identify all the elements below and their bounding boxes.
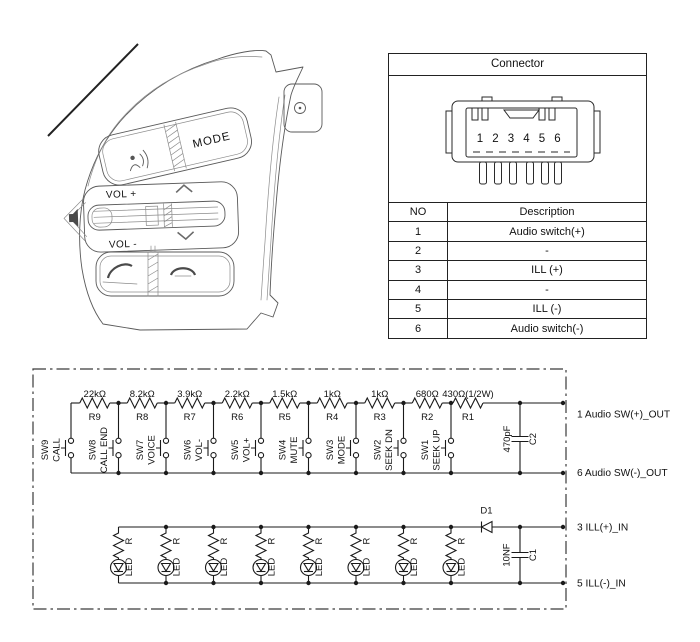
pin-description: - bbox=[448, 241, 647, 260]
steering-wheel-illustration bbox=[30, 28, 370, 353]
top-divider-hatch bbox=[164, 122, 186, 170]
led-resistor-label: R bbox=[266, 537, 278, 545]
junction-dot bbox=[561, 525, 565, 529]
top-button-cluster bbox=[95, 105, 255, 189]
pin-number-5: 5 bbox=[538, 133, 546, 145]
junction-dot bbox=[449, 581, 453, 585]
junction-dot bbox=[401, 525, 405, 529]
junction-dot bbox=[164, 525, 168, 529]
seek-down-arrow-icon bbox=[178, 232, 194, 240]
resistor-R6 bbox=[214, 389, 262, 423]
led-label: LED bbox=[409, 557, 420, 577]
junction-dot bbox=[449, 525, 453, 529]
top-cluster-outline bbox=[95, 105, 255, 189]
led-branch-5 bbox=[301, 527, 326, 583]
port-label-ill-minus-in: 5 ILL(-)_IN bbox=[577, 578, 626, 590]
bottom-divider-hatch bbox=[148, 246, 158, 296]
capacitor-designator: C1 bbox=[528, 548, 539, 562]
port-label-ill-plus-in: 3 ILL(+)_IN bbox=[577, 522, 629, 534]
pin-row bbox=[389, 299, 646, 318]
pin-no: 2 bbox=[389, 241, 448, 260]
port-label-audio-sw-minus-out: 6 Audio SW(-)_OUT bbox=[577, 468, 668, 479]
port-label-audio-sw-plus-out: 1 Audio SW(+)_OUT bbox=[577, 409, 671, 421]
switch-designator: SW9 bbox=[40, 439, 51, 461]
junction-dot bbox=[164, 581, 168, 585]
junction-dot bbox=[354, 525, 358, 529]
resistor-designator: R8 bbox=[136, 412, 149, 423]
resistor-designator: R6 bbox=[231, 412, 244, 423]
pin-description: Audio switch(+) bbox=[448, 222, 647, 241]
resistor-R7 bbox=[166, 389, 214, 423]
resistor-designator: R4 bbox=[326, 412, 339, 423]
resistor-designator: R2 bbox=[421, 412, 434, 423]
pin-row bbox=[389, 222, 646, 241]
led-branch-3 bbox=[206, 527, 231, 583]
pin-no: 5 bbox=[389, 299, 448, 318]
pin-number-2: 2 bbox=[492, 133, 499, 145]
led-resistor-label: R bbox=[409, 537, 420, 545]
junction-dot bbox=[401, 471, 405, 475]
resistor-designator: R3 bbox=[373, 412, 386, 423]
call-underline bbox=[103, 282, 137, 284]
connector-left-ear bbox=[446, 111, 452, 153]
led-resistor-label: R bbox=[219, 537, 230, 545]
pin-no: 4 bbox=[389, 280, 448, 299]
resistor-value: 1kΩ bbox=[371, 389, 389, 400]
junction-dot bbox=[401, 401, 405, 405]
screw-hole-center bbox=[299, 107, 302, 110]
table-header-row bbox=[389, 203, 646, 222]
led-resistor-label: R bbox=[361, 537, 373, 545]
switch-function: CALL END bbox=[99, 426, 110, 474]
switch-function: CALL bbox=[51, 438, 63, 462]
junction-dot bbox=[354, 581, 358, 585]
switch-designator: SW3 bbox=[325, 439, 336, 461]
capacitor-C2 bbox=[502, 403, 539, 473]
capacitor-designator: C2 bbox=[528, 432, 539, 446]
junction-dot bbox=[211, 401, 215, 405]
seek-up-arrow-icon bbox=[176, 185, 192, 193]
junction-dot bbox=[518, 525, 522, 529]
resistor-value: 1.5kΩ bbox=[272, 389, 298, 400]
bezel-inner-line bbox=[88, 56, 262, 186]
led-label: LED bbox=[266, 557, 278, 577]
resistor-designator: R1 bbox=[461, 412, 475, 423]
switch-function: VOL- bbox=[194, 438, 205, 462]
pin-row bbox=[389, 261, 646, 280]
resistor-value: 1kΩ bbox=[323, 389, 341, 400]
pin-number-1: 1 bbox=[476, 133, 484, 145]
switch-function: MUTE bbox=[289, 436, 300, 464]
led-branch-6 bbox=[348, 527, 373, 583]
junction-dot bbox=[306, 581, 310, 585]
junction-dot bbox=[401, 581, 405, 585]
junction-dot bbox=[354, 471, 358, 475]
resistor-value: 8.2kΩ bbox=[129, 389, 155, 400]
switch-function: VOL+ bbox=[241, 437, 253, 463]
resistor-value: 680Ω bbox=[415, 389, 439, 400]
junction-dot bbox=[116, 471, 120, 475]
junction-dot bbox=[518, 471, 522, 475]
junction-dot bbox=[211, 471, 215, 475]
junction-dot bbox=[164, 401, 168, 405]
resistor-R1 bbox=[442, 389, 493, 423]
connector-panel-title: Connector bbox=[389, 54, 646, 76]
call-icon bbox=[108, 264, 132, 278]
pin-no: 3 bbox=[389, 261, 448, 280]
resistor-R5 bbox=[261, 389, 309, 423]
junction-dot bbox=[211, 525, 215, 529]
led-label: LED bbox=[456, 557, 468, 577]
pin-number-6: 6 bbox=[554, 133, 561, 145]
switch-designator: SW8 bbox=[87, 439, 99, 461]
pin-no: 6 bbox=[389, 319, 448, 338]
led-label: LED bbox=[219, 557, 230, 577]
junction-dot bbox=[518, 581, 522, 585]
led-resistor-label: R bbox=[456, 537, 468, 545]
led-label: LED bbox=[171, 557, 183, 577]
pin-description: Audio switch(-) bbox=[448, 319, 647, 338]
switch-designator: SW7 bbox=[135, 439, 146, 461]
resistor-designator: R9 bbox=[88, 412, 101, 423]
header-description: Description bbox=[448, 203, 647, 222]
switch-designator: SW4 bbox=[277, 439, 289, 461]
junction-dot bbox=[561, 401, 565, 405]
vol-up-label: VOL + bbox=[105, 188, 137, 201]
connector-drawing-area bbox=[389, 76, 646, 203]
bottom-button-cluster bbox=[96, 246, 234, 296]
resistor-value: 22kΩ bbox=[83, 389, 106, 400]
junction-dot bbox=[211, 581, 215, 585]
pin-row bbox=[389, 319, 646, 338]
connector-right-ear bbox=[594, 111, 600, 153]
pin-description: ILL (+) bbox=[448, 261, 647, 280]
led-branch-4 bbox=[253, 527, 278, 583]
diode-D1 bbox=[480, 506, 492, 533]
generated-components bbox=[40, 389, 565, 585]
switch-function: MODE bbox=[336, 435, 348, 465]
connector-panel bbox=[388, 53, 647, 339]
circuit-diagram bbox=[0, 358, 700, 642]
junction-dot bbox=[518, 401, 522, 405]
switch-function: SEEK DN bbox=[384, 429, 395, 471]
junction-dot bbox=[449, 401, 453, 405]
diode-triangle bbox=[482, 522, 493, 533]
junction-dot bbox=[561, 581, 565, 585]
switch-designator: SW2 bbox=[372, 439, 384, 461]
led-branch-7 bbox=[396, 527, 421, 583]
connector-pins bbox=[480, 162, 562, 184]
led-resistor-label: R bbox=[314, 537, 325, 545]
led-label: LED bbox=[314, 557, 325, 577]
junction-dot bbox=[259, 471, 263, 475]
junction-dot bbox=[259, 525, 263, 529]
switch-designator: SW6 bbox=[182, 439, 194, 461]
wheel-rim-edge bbox=[48, 44, 138, 136]
switch-designator: SW1 bbox=[420, 439, 431, 461]
resistor-value: 430Ω(1/2W) bbox=[442, 389, 494, 400]
pin-description: - bbox=[448, 280, 647, 299]
resistor-designator: R5 bbox=[278, 412, 291, 423]
bottom-cluster-outline bbox=[96, 252, 234, 296]
resistor-R9 bbox=[71, 389, 119, 423]
junction-dot bbox=[354, 401, 358, 405]
pin-row bbox=[389, 280, 646, 299]
switch-designator: SW5 bbox=[230, 439, 241, 461]
junction-dot bbox=[164, 471, 168, 475]
switch-function: SEEK UP bbox=[431, 429, 443, 471]
resistor-value: 2.2kΩ bbox=[224, 389, 250, 400]
switch-SW9 bbox=[40, 403, 74, 473]
connector-latch bbox=[504, 110, 539, 118]
switch-function: VOICE bbox=[146, 435, 158, 465]
pin-row bbox=[389, 241, 646, 260]
connector-top-bump-left bbox=[482, 97, 492, 101]
voice-command-icon bbox=[127, 150, 150, 172]
led-resistor-label: R bbox=[171, 537, 183, 545]
center-divider-hatch bbox=[164, 204, 173, 227]
led-branch-1 bbox=[111, 527, 136, 583]
resistor-R3 bbox=[356, 389, 404, 423]
junction-dot bbox=[449, 471, 453, 475]
junction-dot bbox=[306, 525, 310, 529]
pin-number-4: 4 bbox=[523, 133, 530, 145]
capacitor-value: 10NF bbox=[501, 543, 513, 567]
led-label: LED bbox=[361, 557, 373, 577]
pin-description-table bbox=[389, 203, 646, 338]
header-no: NO bbox=[389, 203, 448, 222]
resistor-designator: R7 bbox=[183, 412, 196, 423]
center-rocker-lines bbox=[94, 207, 218, 223]
vol-down-label: VOL - bbox=[108, 238, 138, 251]
resistor-R8 bbox=[119, 389, 167, 423]
middle-button-cluster bbox=[63, 181, 239, 253]
call-end-icon bbox=[171, 268, 195, 275]
connector-top-bump-right bbox=[552, 97, 562, 101]
resistor-R4 bbox=[309, 389, 357, 423]
junction-dot bbox=[306, 471, 310, 475]
capacitor-value: 470pF bbox=[502, 425, 513, 453]
bottom-cluster-inner bbox=[100, 256, 230, 292]
connector-drawing bbox=[389, 76, 646, 202]
junction-dot bbox=[306, 401, 310, 405]
diode-designator: D1 bbox=[480, 505, 493, 517]
junction-dot bbox=[259, 581, 263, 585]
pin-number-3: 3 bbox=[507, 133, 515, 145]
junction-dot bbox=[561, 471, 565, 475]
led-branch-8 bbox=[443, 527, 468, 583]
capacitor-C1 bbox=[502, 527, 540, 583]
resistor-value: 3.9kΩ bbox=[177, 389, 203, 400]
mode-button-label: MODE bbox=[191, 130, 232, 151]
led-resistor-label: R bbox=[124, 537, 135, 545]
led-branch-2 bbox=[158, 527, 183, 583]
pin-no: 1 bbox=[389, 222, 448, 241]
junction-dot bbox=[116, 401, 120, 405]
led-label: LED bbox=[124, 557, 135, 577]
junction-dot bbox=[259, 401, 263, 405]
spoke-edge-lines bbox=[261, 95, 285, 300]
mount-tab bbox=[284, 84, 322, 132]
pin-description: ILL (-) bbox=[448, 299, 647, 318]
